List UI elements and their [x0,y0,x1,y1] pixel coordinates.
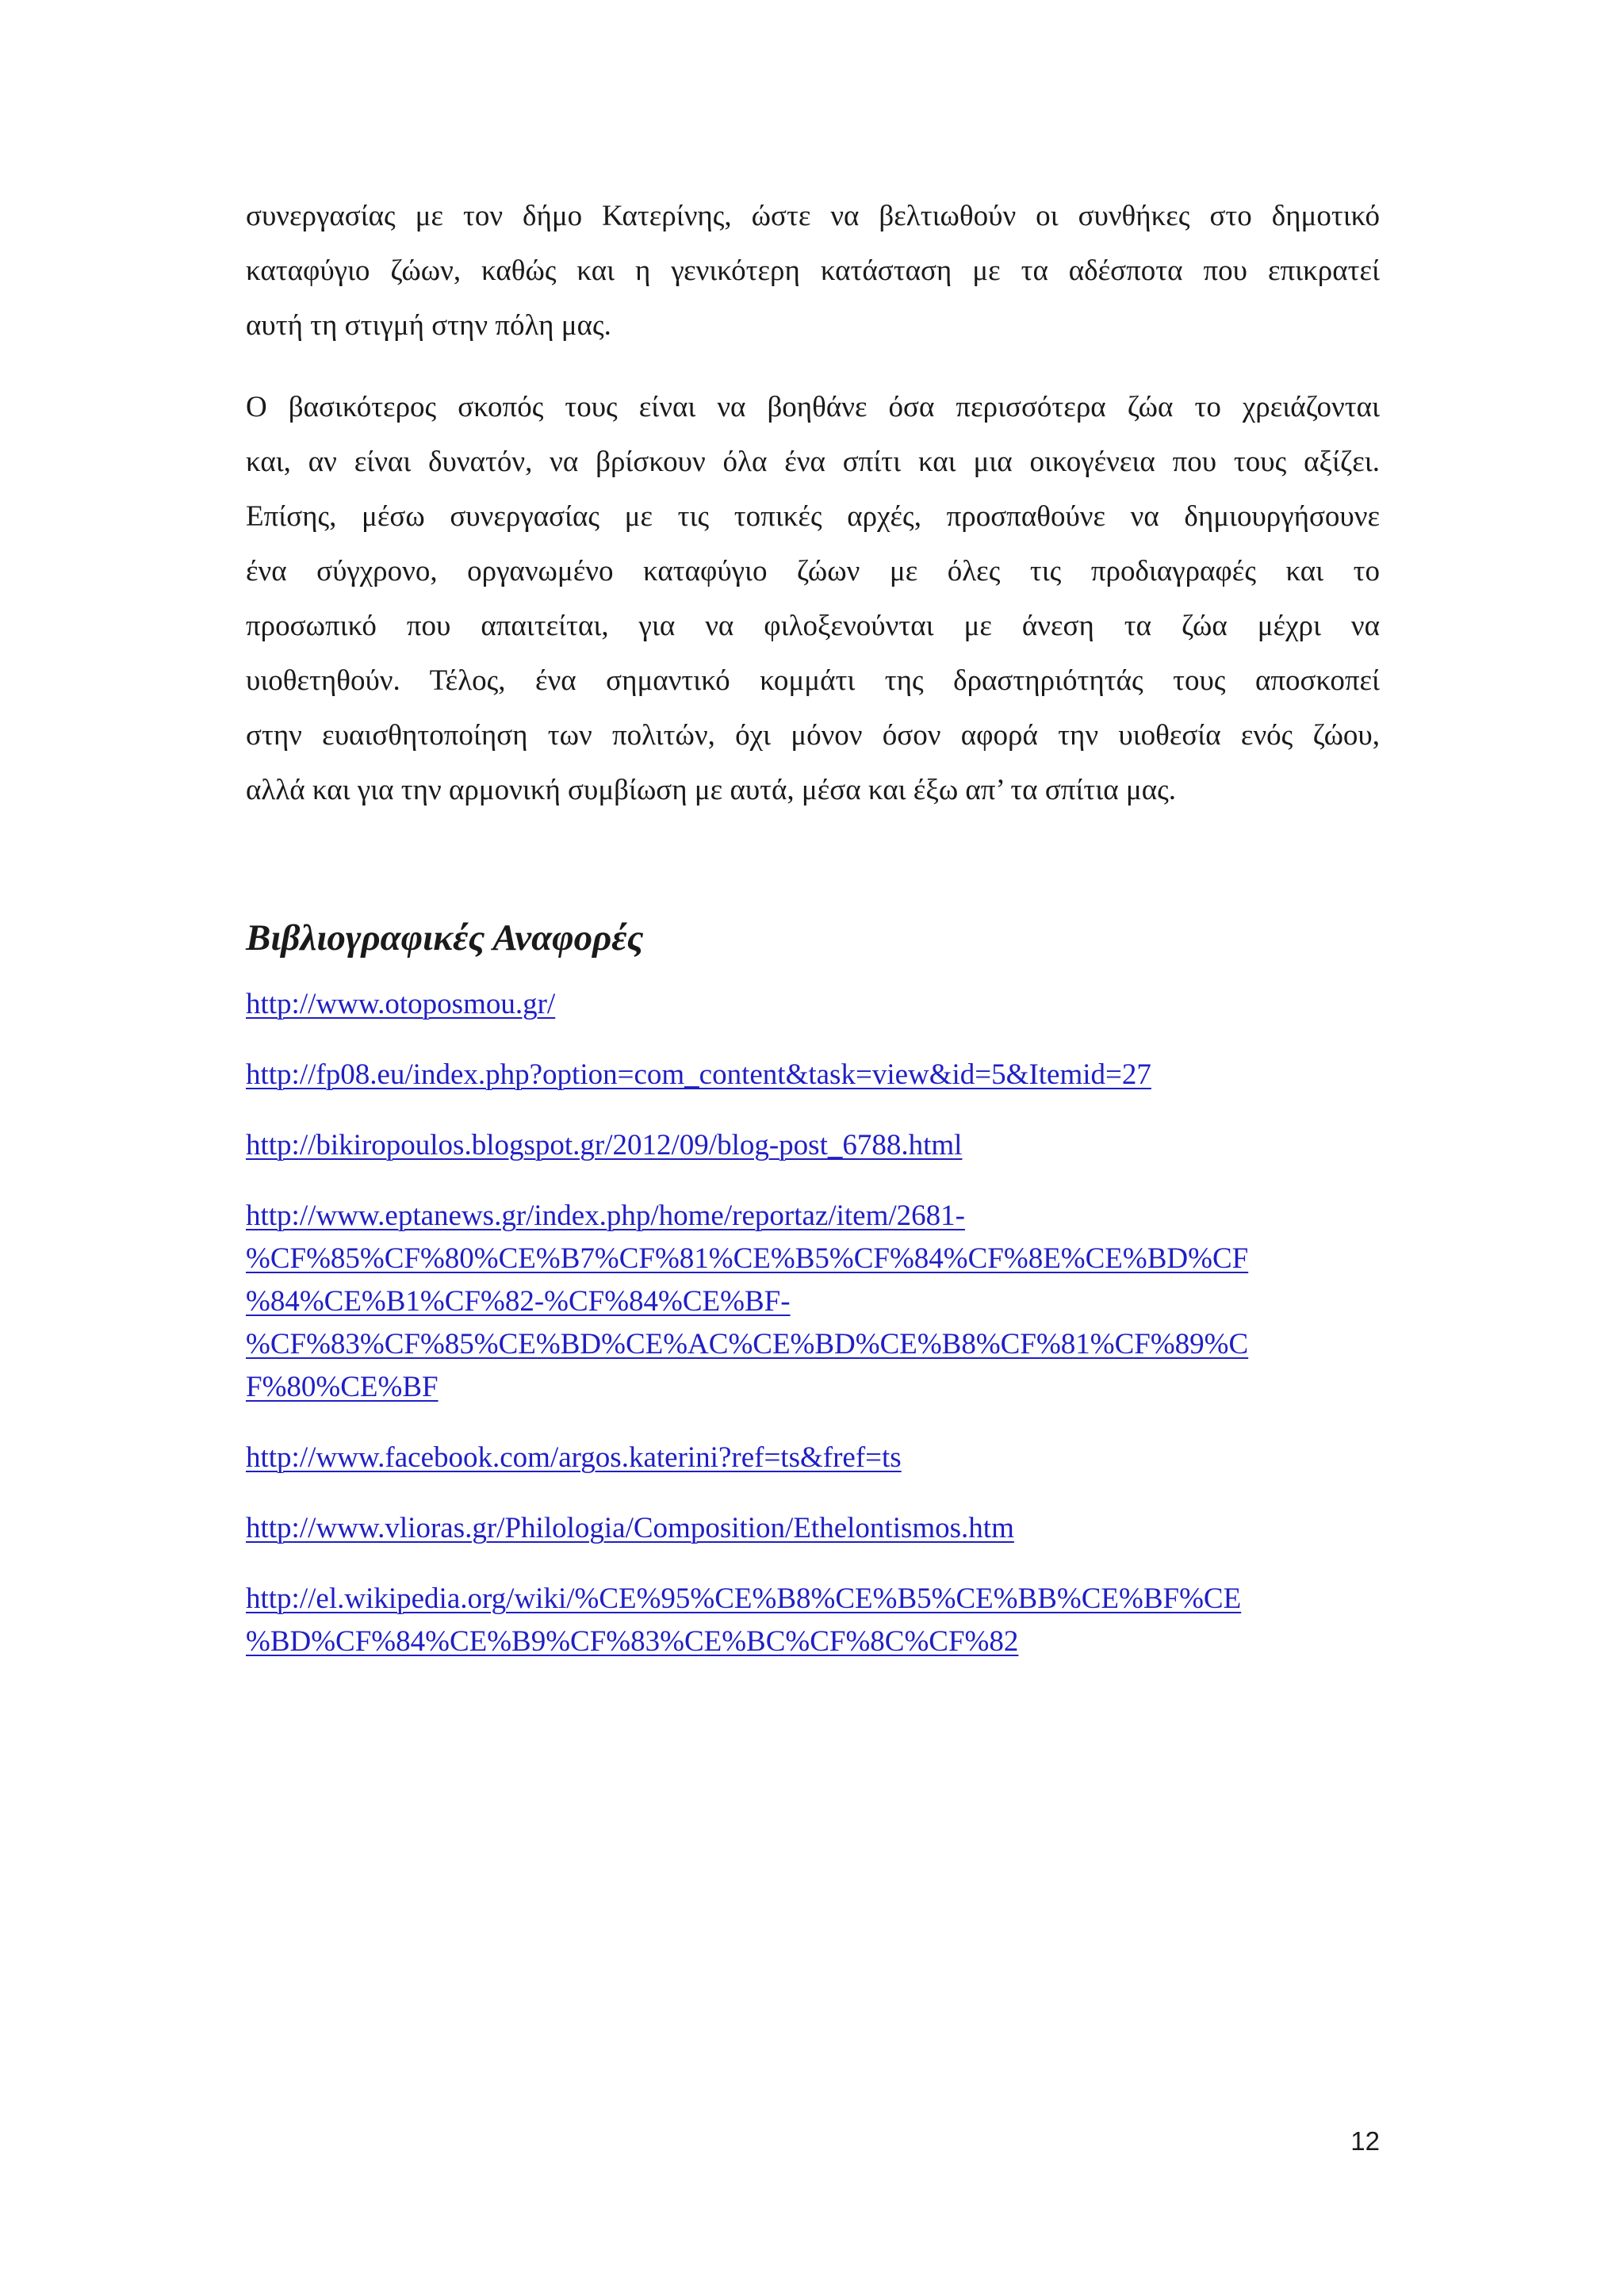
reference-link[interactable] [246,1507,1380,1550]
reference-item [246,1124,1380,1167]
document-body [246,189,1380,1691]
reference-item [246,1578,1380,1663]
reference-link[interactable] [246,1054,1380,1096]
reference-link-text: http://www.eptanews.gr/index.php/home/reportaz/item/2681- [246,1200,965,1232]
reference-item [246,1195,1380,1409]
text-line: Επίσης, μέσω συνεργασίας με τις τοπικές αρχές, προσπαθούνε να δημιουργήσουνε [246,500,1380,533]
text-line: προσωπικό που απαιτείται, για να φιλοξενούνται με άνεση τα ζώα μέχρι να [246,610,1380,642]
text-line: αυτή τη στιγμή στην πόλη μας. [246,309,611,342]
reference-link-text: %BD%CF%84%CE%B9%CF%83%CE%BC%CF%8C%CF%82 [246,1625,1019,1658]
reference-item [246,1507,1380,1550]
reference-link-text: http://www.otoposmou.gr/ [246,988,556,1020]
reference-item [246,983,1380,1026]
references-list [246,983,1380,1663]
body-paragraph [246,380,1380,817]
text-line: καταφύγιο ζώων, καθώς και η γενικότερη κατάσταση με τα αδέσποτα που επικρατεί [246,254,1380,287]
reference-link-text: %CF%83%CF%85%CE%BD%CE%AC%CE%BD%CE%B8%CF%81%CF%89%C [246,1328,1249,1360]
text-line: και, αν είναι δυνατόν, να βρίσκουν όλα ένα σπίτι και μια οικογένεια που τους αξίζει. [246,446,1380,478]
body-paragraph [246,189,1380,353]
reference-item [246,1437,1380,1479]
references-heading: Βιβλιογραφικές Αναφορές [246,917,644,959]
reference-link-text: http://bikiropoulos.blogspot.gr/2012/09/blog-post_6788.html [246,1129,963,1161]
reference-link-text: http://www.facebook.com/argos.katerini?ref=ts&fref=ts [246,1441,902,1474]
reference-link[interactable] [246,1578,1380,1663]
reference-link[interactable] [246,1437,1380,1479]
reference-link-text: http://fp08.eu/index.php?option=com_content&task=view&id=5&Itemid=27 [246,1058,1151,1091]
reference-link[interactable] [246,1124,1380,1167]
reference-link-text: F%80%CE%BF [246,1371,439,1403]
text-line: στην ευαισθητοποίηση των πολιτών, όχι μόνον όσον αφορά την υιοθεσία ενός ζώου, [246,719,1380,752]
reference-link[interactable] [246,983,1380,1026]
text-line: ένα σύγχρονο, οργανωμένο καταφύγιο ζώων με όλες τις προδιαγραφές και το [246,555,1380,587]
reference-link-text: http://el.wikipedia.org/wiki/%CE%95%CE%B8%CE%B5%CE%BB%CE%BF%CE [246,1582,1242,1615]
reference-link-text: %84%CE%B1%CF%82-%CF%84%CE%BF- [246,1285,791,1318]
text-line: υιοθετηθούν. Τέλος, ένα σημαντικό κομμάτι της δραστηριότητάς τους αποσκοπεί [246,664,1380,697]
page-number: 12 [1350,2126,1380,2156]
reference-link-text: %CF%85%CF%80%CE%B7%CF%81%CE%B5%CF%84%CF%8E%CE%BD%CF [246,1242,1249,1275]
reference-link-text: http://www.vlioras.gr/Philologia/Composition/Ethelontismos.htm [246,1512,1014,1544]
text-line: Ο βασικότερος σκοπός τους είναι να βοηθάνε όσα περισσότερα ζώα το χρειάζονται [246,391,1380,423]
text-line: συνεργασίας με τον δήμο Κατερίνης, ώστε να βελτιωθούν οι συνθήκες στο δημοτικό [246,200,1380,232]
reference-item [246,1054,1380,1096]
text-line: αλλά και για την αρμονική συμβίωση με αυτά, μέσα και έξω απ’ τα σπίτια μας. [246,774,1176,806]
reference-link[interactable] [246,1195,1380,1409]
